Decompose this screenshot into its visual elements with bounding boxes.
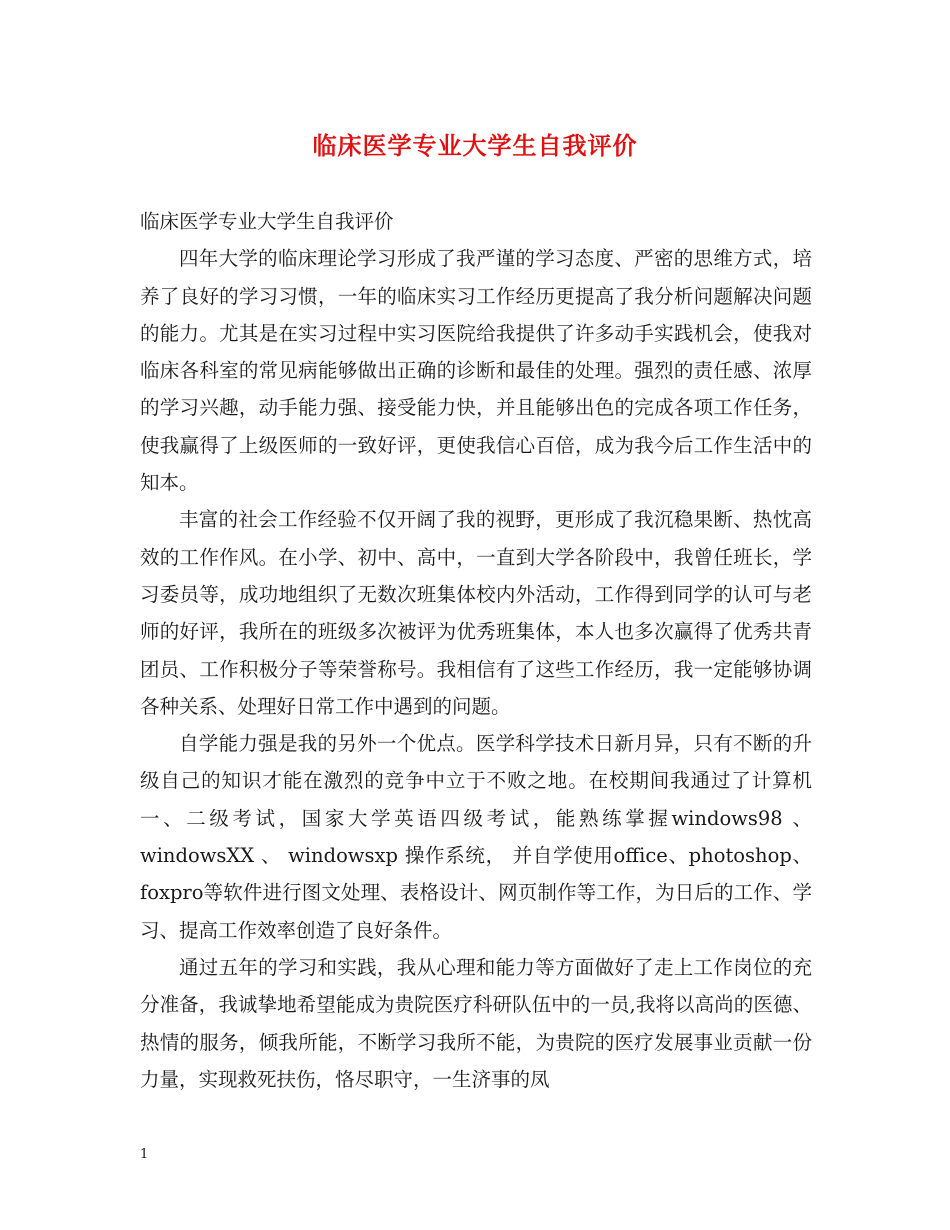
paragraph-1: 四年大学的临床理论学习形成了我严谨的学习态度、严密的思维方式，培养了良好的学习习惯，一年的临床实习工作经历更提高了我分析问题解决问题的能力。尤其是在实习过程中实习医院给我提供了许多动手实践机会，使我对临床各科室的常见病能够做出正确的诊断和最佳的处理。强烈的责任感、浓厚的学习兴趣，动手能力强、接受能力快，并且能够出色的完成各项工作任务，使我赢得了上级医师的一致好评，更使我信心百倍，成为我今后工作生活中的知本。 <box>140 247 812 495</box>
paragraph-2: 丰富的社会工作经验不仅开阔了我的视野，更形成了我沉稳果断、热忱高效的工作作风。在小学、初中、高中，一直到大学各阶段中，我曾任班长，学习委员等，成功地组织了无数次班集体校内外活动，工作得到同学的认可与老师的好评，我所在的班级多次被评为优秀班集体，本人也多次赢得了优秀共青团员、工作积极分子等荣誉称号。我相信有了这些工作经历，我一定能够协调各种关系、处理好日常工作中遇到的问题。 <box>140 508 812 718</box>
document-body <box>140 203 812 1098</box>
page-number: 1 <box>140 1147 149 1162</box>
document-title: 临床医学专业大学生自我评价 <box>312 131 638 160</box>
paragraph-4: 通过五年的学习和实践，我从心理和能力等方面做好了走上工作岗位的充分准备，我诚挚地希望能成为贵院医疗科研队伍中的一员,我将以高尚的医德、热情的服务，倾我所能，不断学习我所不能，为贵院的医疗发展事业贡献一份力量，实现救死扶伤，恪尽职守，一生济事的凤 <box>140 955 812 1091</box>
document-subtitle: 临床医学专业大学生自我评价 <box>140 210 394 233</box>
paragraph-3: 自学能力强是我的另外一个优点。医学科学技术日新月异，只有不断的升级自己的知识才能在激烈的竞争中立于不败之地。在校期间我通过了计算机一、二级考试，国家大学英语四级考试，能熟练掌握windows98 、 windowsXX 、 windowsxp 操作系统， 并自学使用office、photoshop、foxpro等软件进行图文处理、表格设计、网页制作等工作，为日后的工作、学习、提高工作效率创造了良好条件。 <box>140 732 812 942</box>
